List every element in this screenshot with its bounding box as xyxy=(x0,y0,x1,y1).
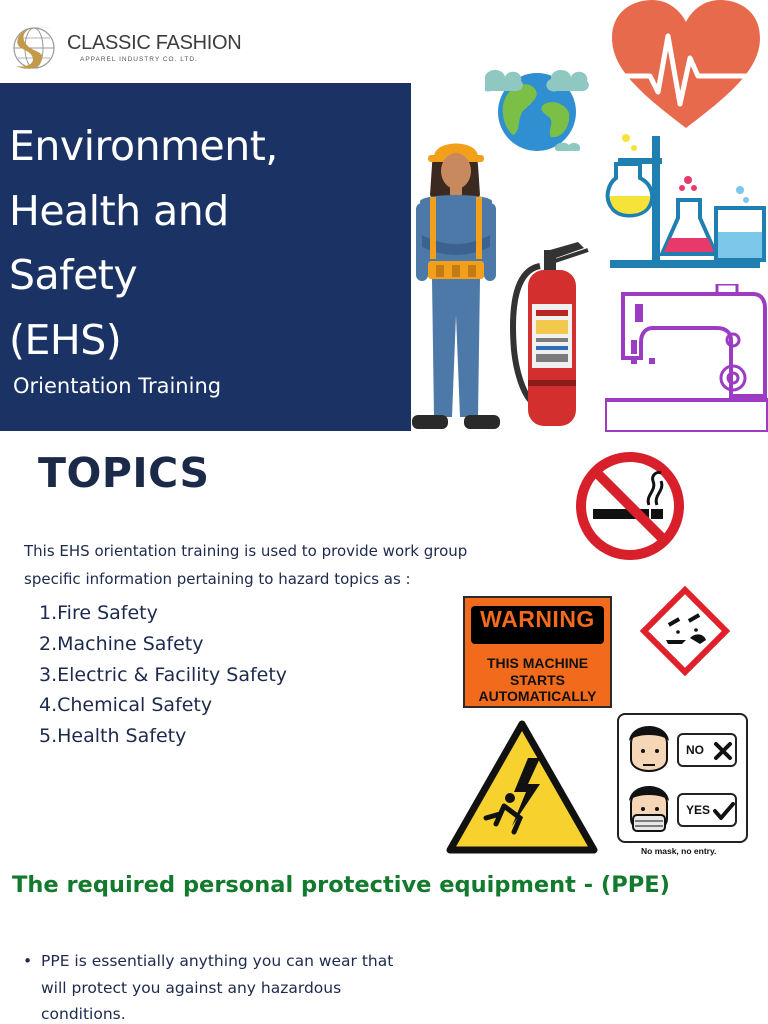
ppe-line: PPE is essentially anything you can wear that xyxy=(41,952,394,970)
electric-shock-warning-icon xyxy=(444,718,600,856)
warning-line: STARTS xyxy=(510,671,565,688)
mask-caption: No mask, no entry. xyxy=(641,846,717,856)
worker-woman-icon xyxy=(410,135,502,433)
corrosive-hazard-icon xyxy=(636,582,734,680)
list-item: 5.Health Safety xyxy=(39,725,187,748)
hero-title-line: Health and xyxy=(9,186,229,235)
company-logo xyxy=(10,20,240,72)
yes-mask-badge xyxy=(677,793,737,827)
mask-requirement-sign xyxy=(617,713,748,843)
heartbeat-icon xyxy=(604,0,768,132)
hero-subtitle: Orientation Training xyxy=(13,374,222,398)
sewing-machine-icon xyxy=(605,284,768,432)
no-label: NO xyxy=(686,743,704,757)
ppe-paragraph xyxy=(23,948,493,1024)
hero-title-line: Safety xyxy=(9,251,138,299)
intro-line: specific information pertaining to hazard topics as : xyxy=(24,570,411,588)
list-item: 3.Electric & Facility Safety xyxy=(39,663,288,686)
hero-title-line: Environment, xyxy=(9,122,278,170)
topics-heading: TOPICS xyxy=(38,449,210,497)
check-icon xyxy=(713,801,735,821)
ppe-line: conditions. xyxy=(41,1005,126,1023)
company-tagline: APPAREL INDUSTRY CO. LTD. xyxy=(80,56,198,63)
hero-banner xyxy=(0,83,411,431)
no-mask-badge xyxy=(677,733,737,767)
topics-list xyxy=(39,598,287,752)
list-item: 2.Machine Safety xyxy=(39,632,204,655)
list-item: 4.Chemical Safety xyxy=(39,694,213,717)
warning-body xyxy=(465,655,610,705)
company-logo-icon xyxy=(10,20,62,72)
warning-line: THIS MACHINE xyxy=(486,655,589,671)
intro-line: This EHS orientation training is used to provide work group xyxy=(24,542,468,560)
ppe-line: will protect you against any hazardous xyxy=(41,978,342,997)
lab-flask-icon xyxy=(604,128,768,270)
yes-label: YES xyxy=(686,803,711,817)
warning-machine-sign xyxy=(463,596,612,708)
hero-title-line: (EHS) xyxy=(9,315,122,364)
warning-line: AUTOMATICALLY xyxy=(478,688,597,704)
cross-icon xyxy=(713,741,733,761)
fire-extinguisher-icon xyxy=(508,240,592,428)
topics-intro xyxy=(24,537,584,593)
face-mask-icon xyxy=(625,721,673,839)
no-smoking-icon xyxy=(575,451,685,561)
hero-title xyxy=(9,114,278,372)
ppe-heading: The required personal protective equipment - (PPE) xyxy=(12,872,670,898)
bullet-icon: • xyxy=(23,952,33,970)
list-item: 1.Fire Safety xyxy=(39,602,158,624)
warning-heading: WARNING xyxy=(480,606,595,632)
company-name: CLASSIC FASHION xyxy=(67,32,242,54)
